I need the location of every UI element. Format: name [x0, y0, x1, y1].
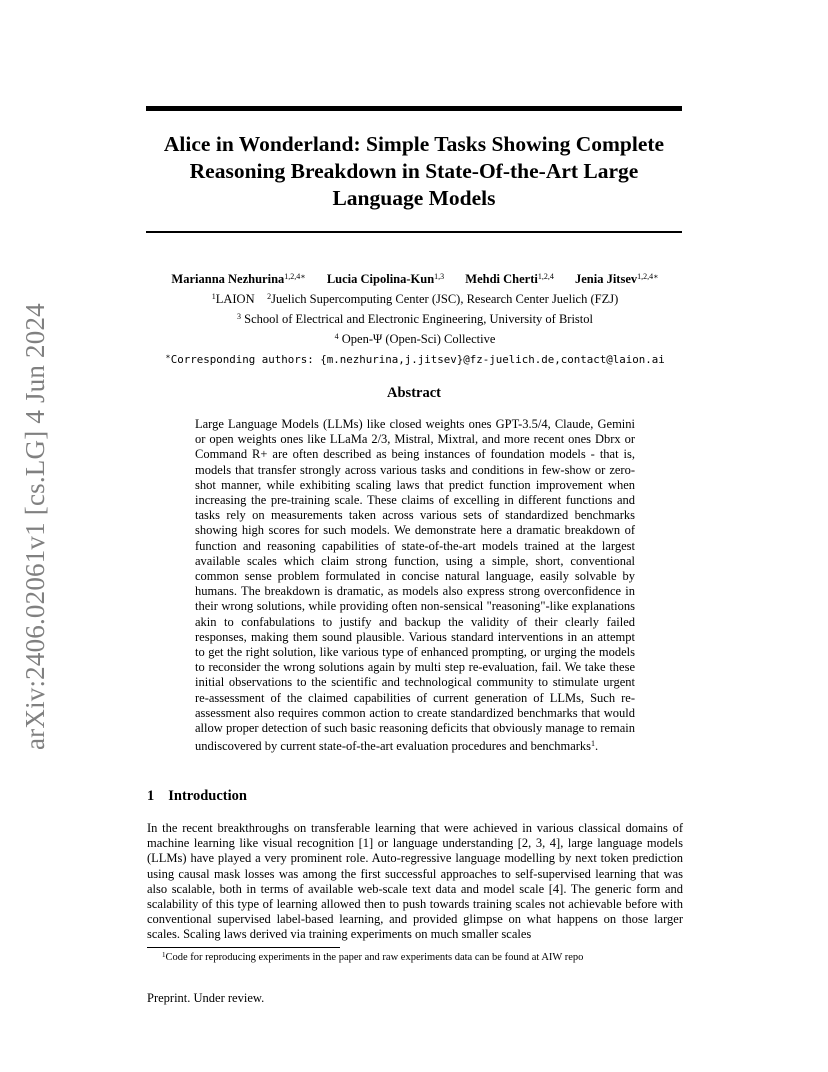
title-line: Language Models [332, 186, 496, 210]
email-addresses[interactable]: {m.nezhurina,j.jitsev}@fz-juelich.de,contact@laion.ai [320, 353, 665, 366]
abstract-body: Large Language Models (LLMs) like closed weights ones GPT-3.5/4, Claude, Gemini or open weights ones like LLaMa 2/3, Mistral, Mixtral, and more recent ones Dbrx or Command R+ are often described as being instances of foundation models - that is, models that transfer strongly across various tasks and conditions in few-show or zero-shot manner, while exhibiting scaling laws that predict function improvement when increasing the pre-training scale. These claims of excelling in different functions and tasks rely on measurements taken across various sets of standardized benchmarks showing high scores for such models. We demonstrate here a dramatic breakdown of function and reasoning capabilities of state-of-the-art models trained at the largest available scales which claim strong function, using a simple, short, conventional common sense problem formulated in concise natural language, easily solvable by humans. The breakdown is dramatic, as models also express strong overconfidence in their wrong solutions, while providing often non-sensical "reasoning"-like explanations akin to confabulations to justify and backup the validity of their clearly failed responses, making them sound plausible. Various standard interventions in an attempt to get the right solution, like various type of enhanced prompting, or urging the models to reconsider the wrong solutions again by multi step re-evaluation, fail. We take these initial observations to the scientific and technological community to stimulate urgent re-assessment of the claimed capabilities of current generation of LLMs, Such re-assessment also requires common action to create standardized benchmarks that would allow proper detection of such basic reasoning deficits that obviously manage to remain undiscovered by current state-of-the-art evaluation procedures and benchmarks$^1$. [195, 417, 635, 754]
abstract-heading: Abstract [387, 385, 441, 401]
paper-title [146, 131, 682, 212]
title-line: Reasoning Breakdown in State-Of-the-Art Large [189, 159, 639, 183]
author-names [120, 268, 710, 288]
section-number: 1 [147, 788, 155, 804]
venue-note: Preprint. Under review. [147, 991, 265, 1005]
introduction-body: In the recent breakthroughs on transferable learning that were achieved in various classical domains of machine learning like visual recognition [1] or language understanding [2, 3, 4], large language models (LLMs) have played a very prominent role. Auto-regressive language modelling by next token prediction using causal mask losses was among the first successful approaches to self-supervised learning that was also scalable, both in terms of available web-scale text data and model scale [4]. The generic form and scalability of this type of learning allowed then to push towards training scales not achievable before with conventional supervised label-based learning, and provided glimpse on what happens on those larger scales. Scaling laws derived via training experiments on much smaller scales [147, 821, 683, 942]
footnote: $^1$Code for reproducing experiments in the paper and raw experiments data can be found at AIW repo [162, 951, 584, 963]
section-title: Introduction [168, 788, 247, 804]
title-line: Alice in Wonderland: Simple Tasks Showing Complete [163, 132, 665, 156]
author: Jenia Jitsev$^{1,2,4∗}$ [574, 272, 659, 286]
title-rule-top [146, 106, 682, 111]
arxiv-identifier: arXiv:2406.02061v1 [cs.LG] 4 Jun 2024 [20, 303, 50, 750]
title-rule-bottom [146, 231, 682, 233]
affiliation-line: $^3$ School of Electrical and Electronic Engineering, University of Bristol [237, 312, 593, 326]
footnote-ref[interactable]: 1 [591, 739, 596, 749]
author: Mehdi Cherti$^{1,2,4}$ [465, 272, 554, 286]
section-heading [147, 788, 247, 805]
affiliation-line: $^1$LAION $^2$Juelich Supercomputing Center (JSC), Research Center Juelich (FZJ) [211, 292, 619, 306]
footnote-rule [147, 947, 340, 948]
author: Marianna Nezhurina$^{1,2,4∗}$ [171, 272, 306, 286]
author: Lucia Cipolina-Kun$^{1,3}$ [326, 272, 445, 286]
corresponding-authors: ∗Corresponding authors: {m.nezhurina,j.jitsev}@fz-juelich.de,contact@laion.ai [165, 352, 665, 366]
author-block [120, 268, 710, 368]
affiliation-line: $^4$ Open-Ψ (Open-Sci) Collective [334, 332, 496, 346]
